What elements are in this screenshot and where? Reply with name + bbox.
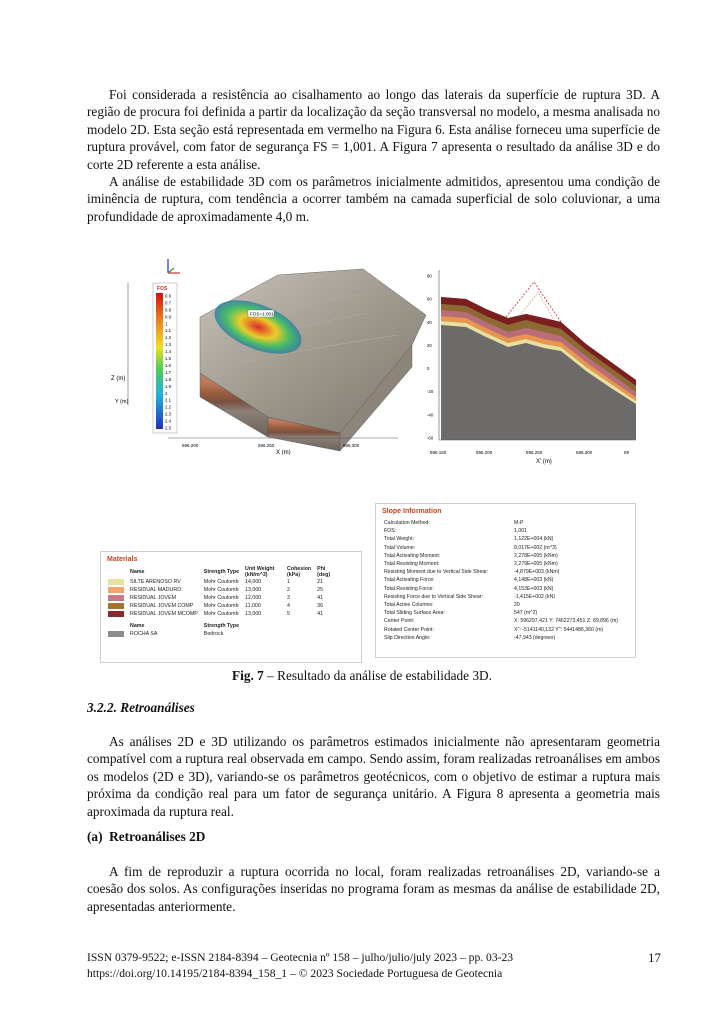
subsection-title: Retroanálises 2D bbox=[109, 829, 206, 844]
slope-info-row bbox=[384, 594, 629, 601]
material-type: Mohr Coulomb bbox=[203, 587, 239, 593]
slope-info-value: 4,153E+003 (kN) bbox=[514, 585, 554, 592]
x-tick: 59 bbox=[624, 450, 630, 455]
fos-legend-value: 1.9 bbox=[165, 383, 171, 389]
figure-2d-section bbox=[426, 262, 641, 467]
fos-legend-value: 0.6 bbox=[165, 293, 171, 299]
col-header: Phi (deg) bbox=[317, 566, 331, 578]
slope-info-row bbox=[384, 610, 629, 617]
axis-x-label: X' (m) bbox=[536, 459, 552, 465]
figure-3d-model bbox=[108, 255, 438, 455]
slope-info-key: Resisting Force due to Vertical Side Shear: bbox=[384, 593, 483, 600]
slope-info-value: X'': -5141140,132 Y'': 5441486,360 (m) bbox=[514, 626, 604, 633]
material-name: RESIDUAL JOVEM MCOMP bbox=[130, 611, 198, 617]
phi: 41 bbox=[317, 611, 324, 617]
table-row bbox=[105, 586, 336, 594]
slope-info-value: M-P bbox=[514, 520, 524, 526]
slope-info-row bbox=[384, 545, 629, 552]
caption-text: – Resultado da análise de estabilidade 3D. bbox=[263, 668, 492, 683]
slope-info-key: Slip Direction Angle: bbox=[384, 634, 431, 641]
fos-legend-title: FOS bbox=[157, 286, 168, 292]
fos-legend-value: 0.9 bbox=[165, 314, 171, 320]
fos-legend-value: 1.5 bbox=[165, 356, 171, 362]
fos-legend-value: 1.8 bbox=[165, 376, 171, 382]
page-number: 17 bbox=[648, 950, 661, 965]
footer-issn: ISSN 0379-9522; e-ISSN 2184-8394 – Geotecnia nº 158 – julho/julio/july 2023 – pp. 03-23 bbox=[87, 951, 514, 964]
slope-info-value: 1,122E+004 (kN) bbox=[514, 536, 554, 543]
unit-weight: 13,000 bbox=[245, 587, 262, 593]
slope-info-value: -4,879E+003 (kNm) bbox=[514, 569, 560, 576]
y-tick: 0 bbox=[427, 366, 430, 372]
fos-label: FOS=1.001 bbox=[250, 311, 274, 317]
fos-legend-value: 1 bbox=[165, 321, 168, 327]
y-tick: 60 bbox=[427, 296, 432, 302]
fos-legend-value: 2.3 bbox=[165, 411, 171, 417]
x-tick: 596.200 bbox=[476, 450, 493, 455]
fos-legend-value: 0.7 bbox=[165, 300, 171, 306]
cohesion: 3 bbox=[287, 595, 290, 601]
material-type: Mohr Coulomb bbox=[203, 611, 239, 617]
x-tick: 596.150 bbox=[430, 450, 447, 455]
section-heading bbox=[87, 700, 195, 716]
footer-doi: https://doi.org/10.14195/2184-8394_158_1 – © 2023 Sociedade Portuguesa de Geotecnia bbox=[87, 967, 503, 980]
material-type: Mohr Coulomb bbox=[203, 603, 239, 609]
axis-x-label: X (m) bbox=[276, 450, 291, 455]
slope-info-key: Rotated Center Point: bbox=[384, 626, 434, 633]
slope-info-key: Total Sliding Surface Area: bbox=[384, 610, 445, 617]
slope-info-key: Total Resisting Force: bbox=[384, 585, 434, 592]
figure-caption bbox=[0, 668, 724, 684]
fos-legend-value: 2.4 bbox=[165, 418, 171, 424]
y-tick: -20 bbox=[427, 389, 434, 395]
materials-title: Materials bbox=[107, 556, 138, 563]
slope-info-row bbox=[384, 602, 629, 609]
fos-legend-value: 0.8 bbox=[165, 307, 171, 313]
slope-info-value: -1,415E+002 (kN) bbox=[514, 593, 556, 600]
y-tick: 80 bbox=[427, 273, 432, 279]
table-row bbox=[105, 578, 336, 586]
x-tick: 596.250 bbox=[258, 443, 275, 448]
y-tick: 20 bbox=[427, 342, 432, 348]
fos-legend-value: 1.6 bbox=[165, 362, 171, 368]
slope-info-row bbox=[384, 520, 629, 527]
table-row bbox=[105, 610, 336, 618]
material-swatch bbox=[108, 595, 124, 601]
y-tick: 40 bbox=[427, 319, 432, 325]
fos-legend-value: 1.2 bbox=[165, 335, 171, 341]
section-heading-text: 3.2.2. Retroanálises bbox=[87, 700, 195, 715]
material-swatch bbox=[108, 631, 124, 637]
phi: 21 bbox=[317, 579, 324, 585]
slope-info-key: Total Activating Force: bbox=[384, 577, 435, 584]
table-row bbox=[105, 602, 336, 610]
slope-info-row bbox=[384, 561, 629, 568]
caption-label: Fig. 7 bbox=[232, 668, 264, 683]
cohesion: 5 bbox=[287, 611, 290, 617]
material-name: ROCHA SA bbox=[130, 631, 158, 637]
col-header: Name bbox=[130, 623, 145, 629]
phi: 36 bbox=[317, 603, 324, 609]
col-header: Cohesion (kPa) bbox=[287, 566, 312, 578]
fos-legend-value: 1.4 bbox=[165, 349, 171, 355]
material-swatch bbox=[108, 603, 124, 609]
slope-info-key: Total Active Columns: bbox=[384, 602, 434, 608]
slope-info-key: Total Activating Moment: bbox=[384, 552, 441, 559]
table-row bbox=[105, 630, 336, 638]
paragraph-4: A fim de reproduzir a ruptura ocorrida no local, foram realizadas retroanálises 2D, variando-se a coesão dos solos. As configurações inseridas no programa foram as mesmas da análise de estabilidade 2D, apresentadas anteriormente. bbox=[87, 864, 660, 914]
slope-info-key: Total Volume: bbox=[384, 544, 416, 551]
slope-info-row bbox=[384, 635, 629, 642]
material-type: Mohr Coulomb bbox=[203, 579, 239, 585]
axis-y-label: Y (m) bbox=[115, 399, 129, 405]
slope-info-key: Total Resisting Moment: bbox=[384, 561, 440, 567]
unit-weight: 11,000 bbox=[245, 603, 261, 609]
slope-info-key: Resisting Moment due to Vertical Side Shear: bbox=[384, 569, 489, 576]
col-header: Unit Weight (kN/m^3) bbox=[245, 566, 275, 578]
col-header: Strength Type bbox=[203, 569, 240, 575]
slope-info-row bbox=[384, 618, 629, 625]
fos-legend-value: 2 bbox=[165, 390, 168, 396]
material-name: RESIDUAL MADURO bbox=[130, 587, 182, 593]
material-swatch bbox=[108, 611, 124, 617]
cohesion: 4 bbox=[287, 603, 290, 609]
slope-title: Slope Information bbox=[382, 508, 442, 515]
paragraph-2: A análise de estabilidade 3D com os parâmetros inicialmente admitidos, apresentou uma condição de iminência de ruptura, com tendência a ocorrer também na camada superficial de solo coluvionar, a uma profundidade de aproximadamente 4,0 m. bbox=[87, 174, 660, 224]
fos-legend-value: 1.7 bbox=[165, 369, 171, 375]
fos-legend-value: 2.2 bbox=[165, 404, 171, 410]
slope-info-value: 2,278E+005 (kNm) bbox=[514, 552, 558, 559]
unit-weight: 13,000 bbox=[245, 611, 262, 617]
fos-legend-value: 1.3 bbox=[165, 342, 171, 348]
x-tick: 596.250 bbox=[526, 450, 543, 455]
slope-info-row bbox=[384, 627, 629, 634]
slope-info-value: 2,279E+005 (kNm) bbox=[514, 561, 558, 567]
slope-info-row bbox=[384, 528, 629, 535]
materials-table bbox=[100, 551, 362, 663]
slope-info-row bbox=[384, 577, 629, 584]
slope-info-row bbox=[384, 569, 629, 576]
y-tick: -40 bbox=[427, 412, 434, 418]
axis-z-label: Z (m) bbox=[111, 376, 126, 382]
slope-info-value: 8,017E+002 (m^3) bbox=[514, 544, 557, 551]
slope-info-row bbox=[384, 586, 629, 593]
slope-info-key: Total Weight: bbox=[384, 536, 414, 543]
slope-info-row bbox=[384, 553, 629, 560]
material-swatch bbox=[108, 579, 124, 585]
y-tick: -60 bbox=[427, 435, 434, 441]
phi: 41 bbox=[317, 595, 324, 601]
x-tick: 596.300 bbox=[343, 443, 360, 448]
fos-legend-value: 2.1 bbox=[165, 397, 171, 403]
slope-info-value: 20 bbox=[514, 602, 520, 608]
orientation-icon bbox=[168, 259, 180, 273]
x-tick: 596.300 bbox=[576, 450, 593, 455]
paragraph-1: Foi considerada a resistência ao cisalhamento ao longo das laterais da superfície de ruptura 3D. A região de procura foi definida a partir da localização da seção transversal no modelo, a mesma analisada no modelo 2D. Esta seção está representada em vermelho na Figura 6. Esta análise forneceu uma superfície de ruptura provável, com fator de segurança FS = 1,001. A Figura 7 apresenta o resultado da análise 3D e do corte 2D referente a esta análise. bbox=[87, 87, 660, 172]
table-row bbox=[105, 594, 336, 602]
slope-info-value: 547 (m^2) bbox=[514, 610, 538, 617]
unit-weight: 12,000 bbox=[245, 595, 262, 601]
subsection-heading bbox=[87, 829, 205, 845]
slope-info-key: Center Point: bbox=[384, 618, 415, 625]
slope-info-key: Calculation Method: bbox=[384, 520, 430, 526]
cohesion: 1 bbox=[287, 579, 290, 585]
x-tick: 596.200 bbox=[182, 443, 199, 448]
material-type: Bedrock bbox=[203, 631, 224, 637]
material-name: RESIDUAL JOVEM COMP bbox=[130, 603, 194, 609]
paragraph-3: As análises 2D e 3D utilizando os parâmetros estimados inicialmente não apresentaram geometria compatível com a ruptura real observada em campo. Sendo assim, foram realizadas retroanálises em ambos os modelos (2D e 3D), variando-se os parâmetros geotécnicos, com o objetivo de estimar a ruptura mais próxima da condição real para um fator de segurança unitário. A Figura 8 apresenta a geometria mais aproximada da ruptura real. bbox=[87, 734, 660, 819]
material-name: RESIDUAL JOVEM bbox=[130, 595, 177, 601]
subsection-label: (a) bbox=[87, 829, 103, 844]
fos-legend-value: 1.1 bbox=[165, 328, 171, 334]
material-name: SILTE ARENOSO RV bbox=[130, 579, 181, 585]
slope-info-row bbox=[384, 536, 629, 543]
material-swatch bbox=[108, 587, 124, 593]
fos-legend-value: 2.5 bbox=[165, 425, 171, 431]
col-header: Strength Type bbox=[203, 623, 240, 629]
unit-weight: 14,000 bbox=[245, 579, 262, 585]
slope-info-value: 4,148E+003 (kN) bbox=[514, 577, 554, 584]
cohesion: 2 bbox=[287, 587, 290, 593]
phi: 25 bbox=[317, 587, 324, 593]
material-type: Mohr Coulomb bbox=[203, 595, 239, 601]
slope-info-key: FOS: bbox=[384, 528, 397, 535]
col-header: Name bbox=[130, 569, 145, 575]
slope-info-value: 1,001 bbox=[514, 528, 527, 535]
slope-info-value: -47,943 (degrees) bbox=[514, 634, 556, 641]
slope-info-value: X: 596297,421 Y: 7462273,451 Z: 89,896 (m) bbox=[514, 618, 619, 625]
slope-information-panel bbox=[375, 503, 636, 658]
y-ticks bbox=[427, 274, 434, 441]
